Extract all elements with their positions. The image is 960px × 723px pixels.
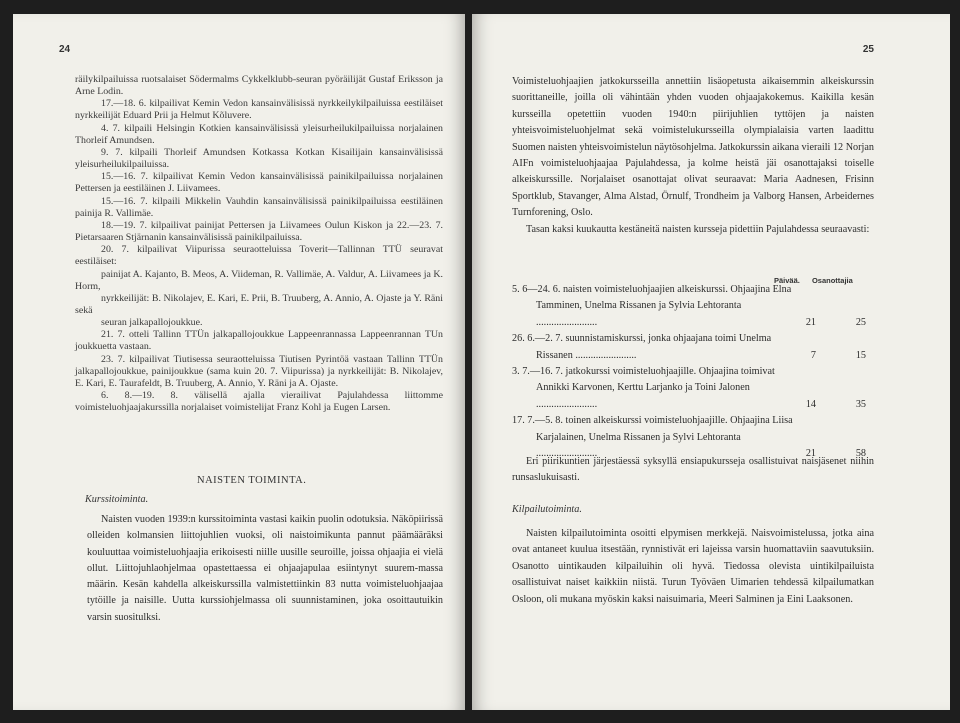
paragraph: 20. 7. kilpailivat Viipurissa seuraotteluissa Toverit—Tallinnan TTÜ seuravat eestiläiset: xyxy=(75,244,443,268)
right-mid-text xyxy=(512,454,874,487)
course-description: 26. 6.—2. 7. suunnistamiskurssi, jonka ohjaajana toimi Unelma Rissanen ........................ xyxy=(512,333,772,361)
column-header-participants: Osanottajia xyxy=(811,276,853,285)
subheading-kilpailutoiminta: Kilpailutoiminta. xyxy=(512,504,582,515)
paragraph: seuran jalkapallojoukkue. xyxy=(101,317,203,329)
paragraph: 18.—19. 7. kilpailivat painijat Pettersen ja Liivamees Oulun Kiskon ja 22.—23. 7. Pietarsaaren Stjärnanin kansainvälisissä painikilpailuissa. xyxy=(75,219,443,244)
page-number: 25 xyxy=(862,44,874,55)
paragraph: 9. 7. kilpaili Thorleif Amundsen Kotkassa Kotkan Kisailijain kansainvälisissä yleisurheilukilpailuissa. xyxy=(75,146,443,171)
course-participants: 15 xyxy=(855,349,866,361)
right-bottom-text xyxy=(512,526,874,608)
paragraph: 17.—18. 6. kilpailivat Kemin Vedon kansainvälisissä nyrkkeilykilpailuissa eestiläiset nyrkkeilijät Eduard Prii ja Helmut Kõluvere. xyxy=(75,98,443,122)
paragraph: painijat A. Kajanto, B. Meos, A. Viideman, R. Vallimäe, A. Valdur, A. Liivamees ja K. Horm, xyxy=(75,268,443,292)
paragraph: nyrkkeilijät: B. Nikolajev, E. Kari, E. Prii, B. Truuberg, A. Annio, A. Ojaste ja Y. Räni sekä xyxy=(75,292,443,316)
course-participants: 35 xyxy=(855,398,866,410)
table-row xyxy=(512,282,882,331)
table-row xyxy=(512,331,882,364)
paragraph: 21. 7. otteli Tallinn TTÜn jalkapallojoukkue Lappeenrannassa Lappeenrannan TUn joukkuetta vastaan. xyxy=(75,329,443,353)
subheading-kurssitoiminta: Kurssitoiminta. xyxy=(85,494,149,505)
page-number: 24 xyxy=(59,44,71,55)
course-participants: 58 xyxy=(855,448,866,460)
course-days: 21 xyxy=(805,448,816,460)
paragraph: Voimisteluohjaajien jatkokursseilla annettiin lisäopetusta aikaisemmin alkeiskurssin suorittaneille, joilla oli vähintään yhden vuoden ohjaajakokemus. Kaikilla kesän kursseilla opetettiin vuoden 1940:n piirijuhlien tyttöjen ja naisten yhteisvoimisteluohjelmat sekä voimistelukursseilla olympialaisia varten laadittu Suomen naisten yhteisvoimistelun näytösohjelma. Jatkokurssin aikana vieraili 12 Norjan AIFn voimisteluohjaajaa Pajulahdessa, ja kolme heistä jäi osanottajaksi toiselle alkeiskurssille. Norjalaiset osanottajat olivat seuraavat: Maria Aadnesen, Frisinn Sportklub, Stavanger, Alma Alstad, Örnulf, Trondheim ja Valborg Hansen, Arbeidernes Turnforening, Oslo. xyxy=(512,76,874,219)
paragraph: 23. 7. kilpailivat Tiutisessa seuraotteluissa Tiutisen Pyrintöä vastaan Tallinn TTÜn jalkapallojoukkue, painijoukkue (sama kuin 20. 7. Viipurissa) ja nyrkkeilijät: B. Nikolajev, E. Kari, E. Taurafeldt, B. Truuberg, A. Annio, Y. Räni ja A. Ojaste. xyxy=(75,353,443,389)
left-top-text xyxy=(75,74,443,414)
course-description: 17. 7.—5. 8. toinen alkeiskurssi voimisteluohjaajille. Ohjaajina Liisa Karjalainen, Unelma Rissanen ja Sylvi Lehtoranta ........................ xyxy=(512,415,793,460)
paragraph: 15.—16. 7. kilpaili Mikkelin Vauhdin kansainvälisissä painikilpailuissa eestiläinen painija R. Vallimäe. xyxy=(75,195,443,219)
course-description: 3. 7.—16. 7. jatkokurssi voimisteluohjaajille. Ohjaajina toimivat Annikki Karvonen, Kerttu Larjanko ja Toini Jalonen ........................ xyxy=(512,366,775,410)
right-top-text xyxy=(512,74,874,238)
paragraph: Naisten kilpailutoiminta osoitti elpymisen merkkejä. Naisvoimistelussa, jotka aina ovat antaneet kuulua itsestään, rynnistivät eri lajeissa varsin huomattaviin saavutuksiin. Osanotto uintikauden kilpailuihin oli hyvä. Tiedossa olevista uintikilpailuista osallistuivat naiset kaikkiin niistä. Turun Työväen Uimarien tehdessä kilpailumatkan Osloon, oli mukana myöskin kaksi naisuimaria, Meeri Salminen ja Eini Laaksonen. xyxy=(512,528,874,605)
column-header-days: Päivää. xyxy=(774,276,800,285)
course-days: 7 xyxy=(810,349,816,361)
right-page xyxy=(472,14,950,710)
course-days: 14 xyxy=(805,398,816,410)
paragraph: 6. 8.—19. 8. välisellä ajalla vierailivat Pajulahdessa liittomme voimisteluohjaajakurssilla norjalaiset voimistelijat Franz Kohl ja Eugen Larsen. xyxy=(75,390,443,414)
course-days: 21 xyxy=(805,316,816,328)
table-row xyxy=(512,364,882,413)
left-bottom-text xyxy=(87,512,443,626)
paragraph: 4. 7. kilpaili Helsingin Kotkien kansainvälisissä yleisurheilukilpailuissa norjalainen Thorleif Amundsen. xyxy=(75,122,443,146)
paragraph: 15.—16. 7. kilpailivat Kemin Vedon kansainvälisissä painikilpailuissa norjalainen Pettersen ja eestiläinen J. Liivamees. xyxy=(75,171,443,195)
paragraph: Eri piirikuntien järjestäessä syksyllä ensiapukursseja osallistuivat naisjäsenet niihin runsaslukuisasti. xyxy=(512,456,874,484)
course-table xyxy=(512,282,882,462)
section-title: NAISTEN TOIMINTA. xyxy=(197,475,307,486)
course-participants: 25 xyxy=(855,316,866,328)
paragraph: Tasan kaksi kuukautta kestäneitä naisten kursseja pidettiin Pajulahdessa seuraavasti: xyxy=(526,223,870,235)
paragraph: Naisten vuoden 1939:n kurssitoiminta vastasi kaikin puolin odotuksia. Näköpiirissä olleiden kolmansien liittojuhlien vuoksi, oli naistoimikunta pannut päämääräksi kouluuttaa voimisteluohjaajia erikoisesti niille uusille seuroille, joissa ohjaajia ei vielä ollut. Liittojuhlaohjelmaa opastettaessa ei ohjaajapulaa esiintynyt suurem-massa määrin. Kesän kahdella alkeiskurssilla valmistettiinkin 83 nutta voimisteluohjaajaa tytöille ja naisille. Uutta kurssiohjelmassa oli suunnistaminen, joka osoittautuikin varsin suositulksi. xyxy=(87,514,443,623)
paragraph: räilykilpailuissa ruotsalaiset Södermalms Cykkelklubb-seuran pyöräilijät Gustaf Eriksson ja Arne Lodin. xyxy=(75,74,443,98)
left-page xyxy=(13,14,465,710)
course-description: 5. 6—24. 6. naisten voimisteluohjaajien alkeiskurssi. Ohjaajina Elna Tamminen, Unelma Rissanen ja Sylvia Lehtoranta ........................ xyxy=(512,284,792,328)
